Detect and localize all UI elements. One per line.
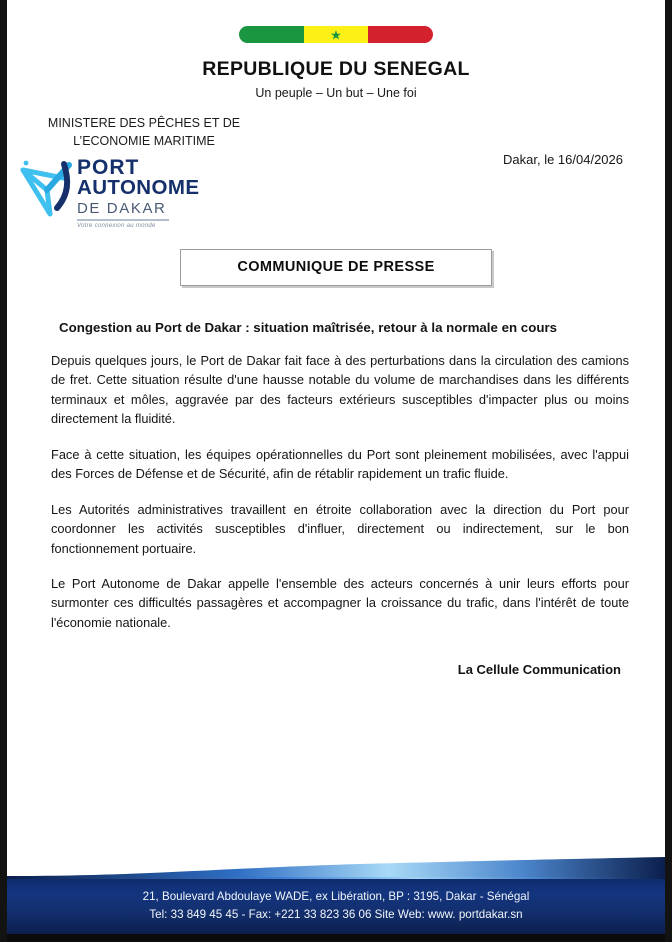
- senegal-flag-icon: [239, 26, 433, 43]
- header-columns: [7, 114, 665, 239]
- signature-line: La Cellule Communication: [457, 662, 621, 678]
- document-body: [51, 320, 629, 677]
- date-line: Dakar, le 16/04/2026: [503, 152, 623, 167]
- lead-heading: Congestion au Port de Dakar : situation maîtrisée, retour à la normale en cours: [59, 320, 558, 335]
- flag-star-icon: ★: [330, 27, 342, 42]
- logo-autonome-text: AUTONOME: [77, 175, 200, 199]
- port-autonome-mark-icon: [17, 156, 83, 222]
- logo-tagline: Votre connexion au monde: [77, 223, 156, 230]
- footer-address: 21, Boulevard Abdoulaye WADE, ex Libération, BP : 3195, Dakar - Sénégal: [142, 890, 530, 903]
- body-paragraph-3: Les Autorités administratives travaillent en étroite collaboration avec la direction du Port pour coordonner les activités susceptibles d'influer, directement ou indirectement, sur le bon fonctionnement portuaire.: [51, 501, 629, 556]
- footer-bottom-bar: [7, 934, 665, 942]
- republic-title: REPUBLIQUE DU SENEGAL: [202, 58, 470, 80]
- footer-wave-decoration: [7, 849, 665, 879]
- port-autonome-wordmark: [77, 158, 227, 229]
- footer-band: [7, 877, 665, 934]
- ministry-name: MINISTERE DES PÊCHES ET DE L’ECONOMIE MARITIME: [47, 116, 241, 149]
- document-footer: [7, 850, 665, 942]
- press-release-title-box: [180, 249, 492, 286]
- document-header: [7, 0, 665, 239]
- title-box-container: [7, 249, 665, 286]
- body-paragraph-4: Le Port Autonome de Dakar appelle l'ensemble des acteurs concernés à unir leurs efforts pour surmonter ces difficultés passagères et accompagner la croissance du trafic, dans l'intérêt de toute l'économie nationale.: [51, 575, 629, 630]
- body-paragraph-1: Depuis quelques jours, le Port de Dakar fait face à des perturbations dans la circulation des camions de fret. Cette situation résulte d'une hausse notable du volume de marchandises dans les différents terminaux et môles, aggravée par des facteurs extérieurs susceptibles d'impacter plus ou moins directement la fluidité.: [51, 353, 629, 427]
- footer-contact: Tel: 33 849 45 45 - Fax: +221 33 823 36 06 Site Web: www. portdakar.sn: [149, 907, 523, 921]
- flag-container: [7, 26, 665, 43]
- footer-contact-block: [7, 888, 665, 924]
- republic-motto: Un peuple – Un but – Une foi: [255, 86, 417, 100]
- logo-divider: [77, 219, 169, 221]
- flag-band-red: [368, 26, 433, 43]
- logo-dedakar-text: DE DAKAR: [77, 199, 167, 217]
- body-paragraph-2: Face à cette situation, les équipes opérationnelles du Port sont pleinement mobilisées, avec l'appui des Forces de Défense et de Sécurité, afin de rétablir rapidement un trafic fluide.: [51, 446, 629, 482]
- flag-band-green: [239, 26, 304, 43]
- press-release-title: COMMUNIQUE DE PRESSE: [237, 259, 435, 275]
- port-autonome-logo: [15, 156, 225, 228]
- logo-port-text: PORT: [77, 156, 140, 179]
